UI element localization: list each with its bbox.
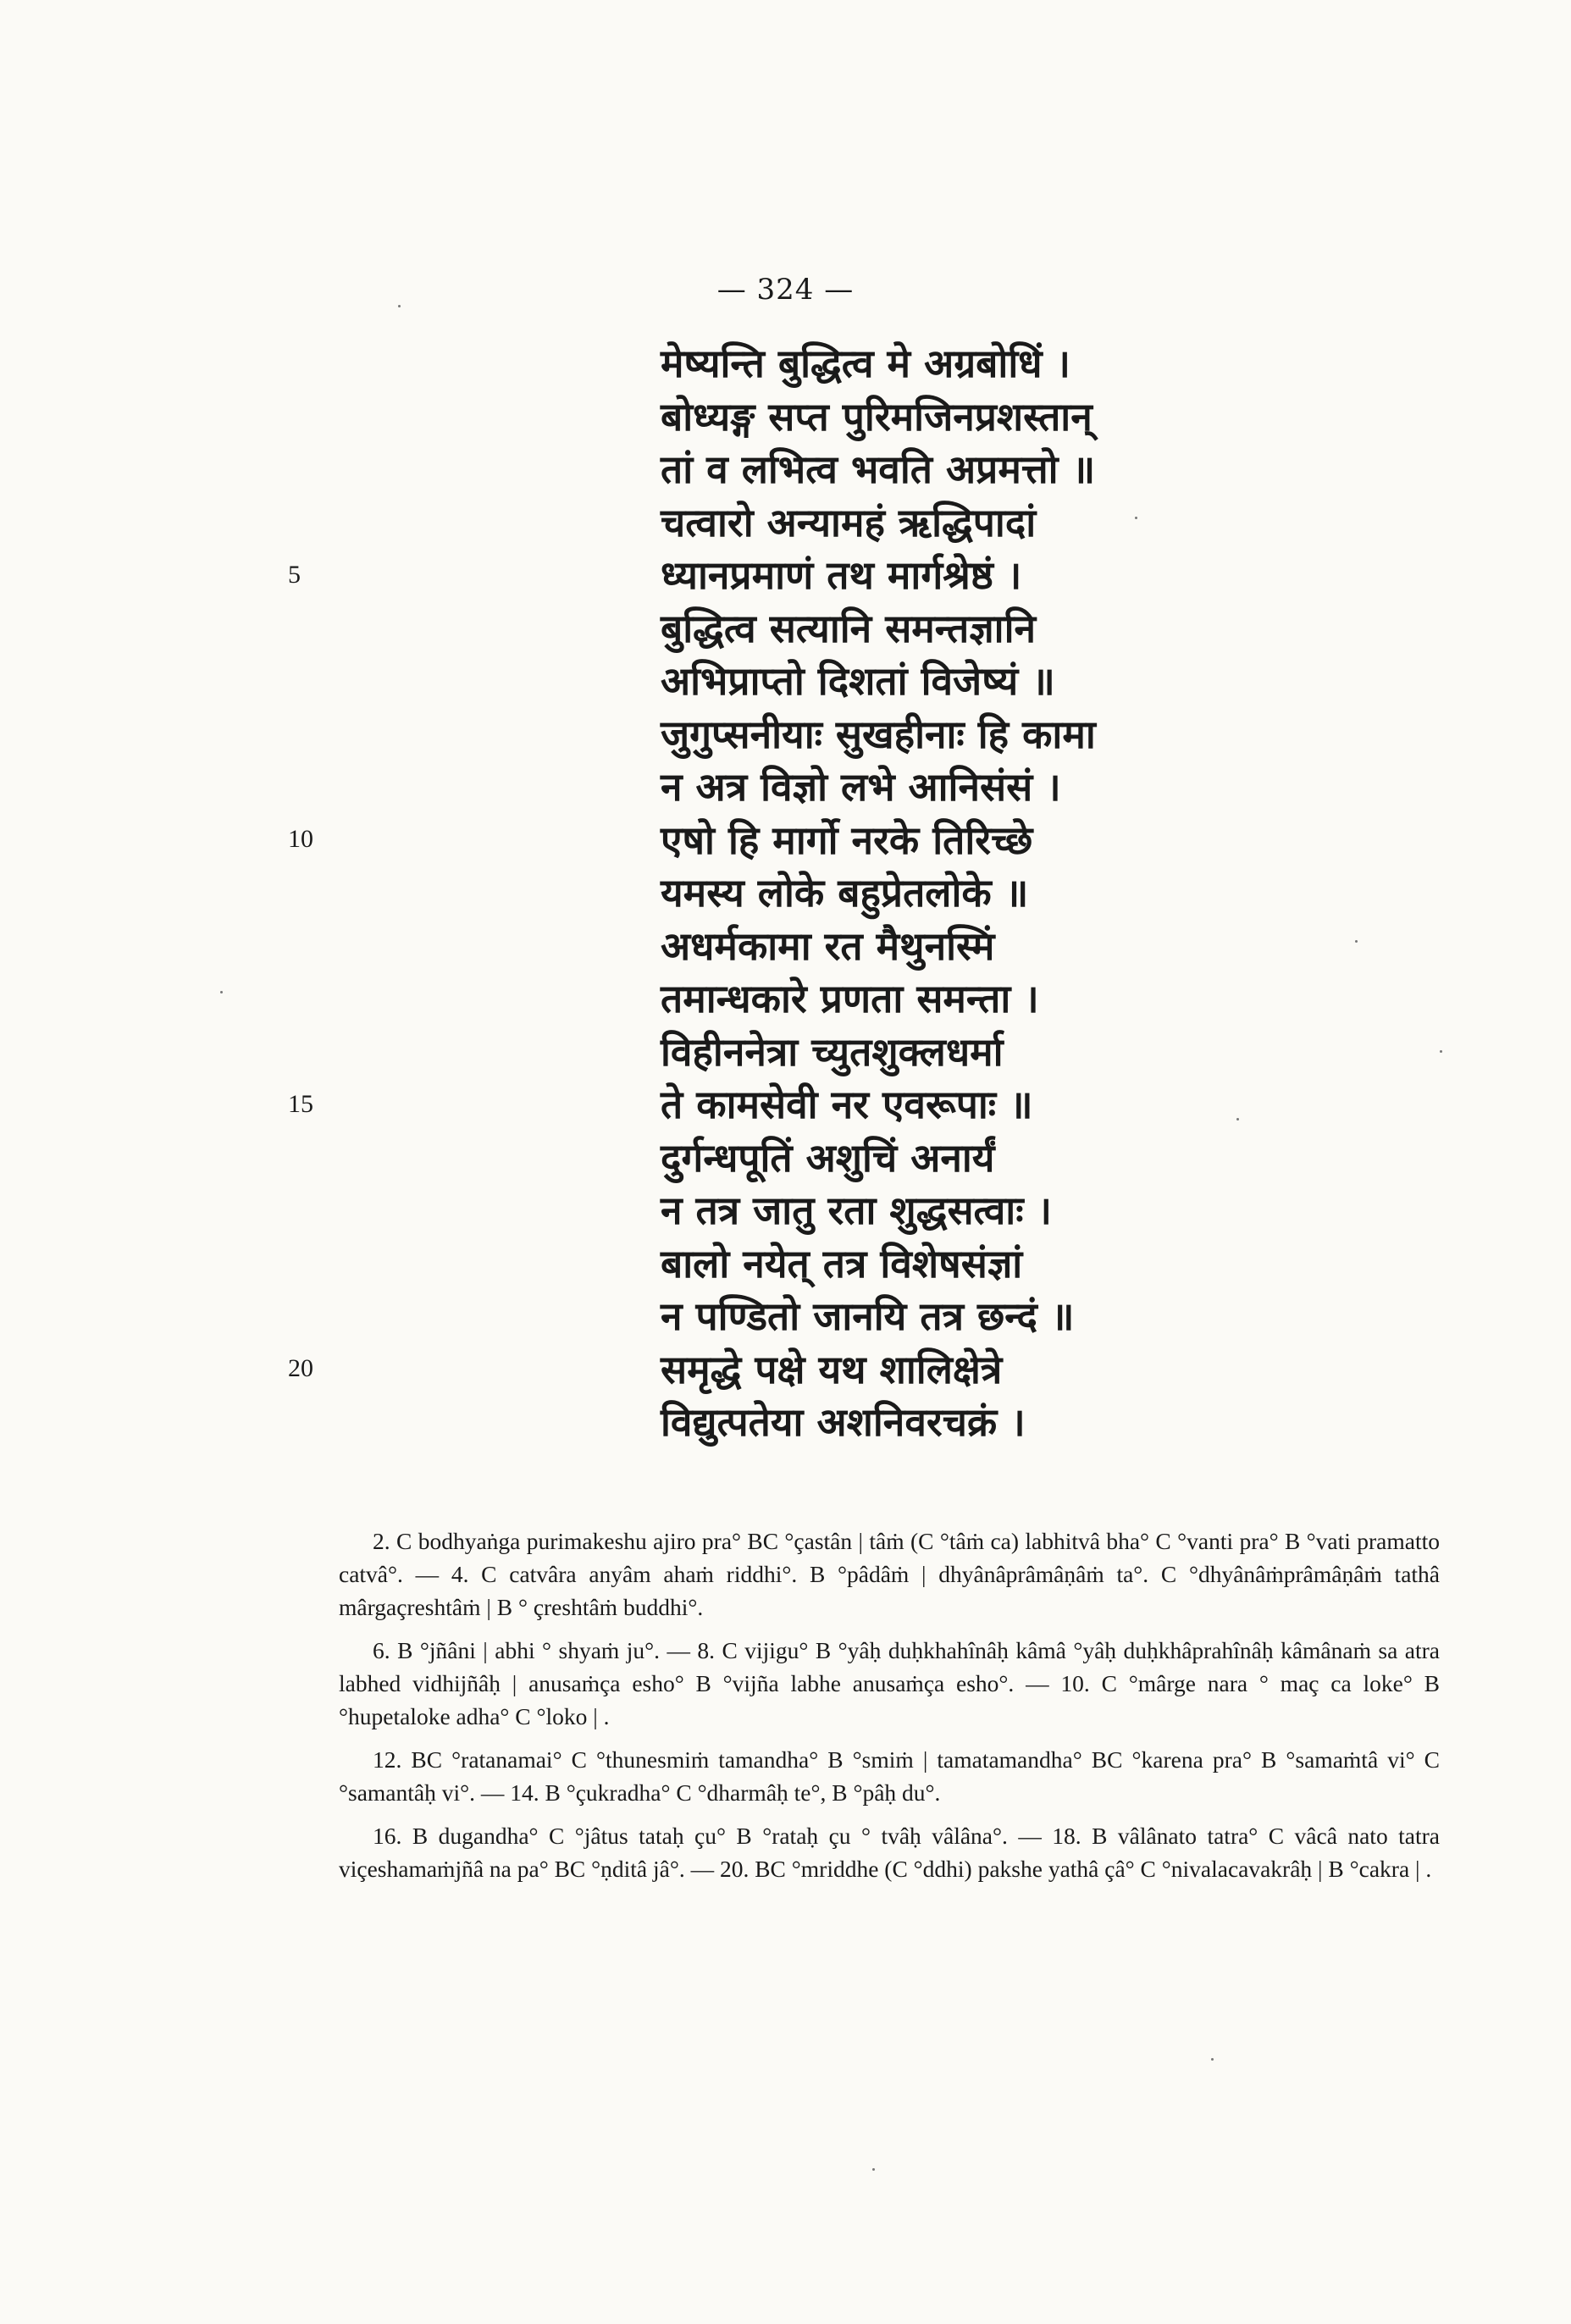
verse-line: दुर्गन्धपूतिं अशुचिं अनार्यं [661, 1134, 995, 1181]
verse-line: यमस्य लोके बहुप्रेतलोके ॥ [661, 870, 1029, 916]
verse-line: विद्युत्पतेया अशनिवरचक्रं । [661, 1399, 1026, 1445]
line-number-5: 5 [288, 561, 301, 589]
verse-line: एषो हि मार्गो नरके तिरिच्छे [661, 816, 1033, 863]
verse-line: न अत्र विज्ञो लभे आनिसंसं । [661, 764, 1061, 810]
scan-speck [398, 305, 401, 307]
verse-line: बुद्धित्व सत्यानि समन्तज्ञानि [661, 605, 1037, 651]
verse-line: तमान्धकारे प्रणता समन्ता । [661, 976, 1039, 1021]
verse-line: न पण्डितो जानयि तत्र छन्दं ॥ [661, 1293, 1075, 1339]
verse-line: मेष्यन्ति बुद्धित्व मे अग्रबोधिं । [661, 340, 1070, 386]
line-number-20: 20 [288, 1354, 313, 1382]
scan-speck [1211, 2058, 1214, 2061]
sanskrit-verses [661, 337, 1096, 1449]
line-number-10: 10 [288, 825, 313, 853]
verse-line: जुगुप्सनीयाः सुखहीनाः हि कामा [661, 711, 1096, 757]
verse-line: चत्वारो अन्यामहं ऋद्धिपादां [661, 499, 1037, 545]
verse-line: ध्यानप्रमाणं तथ मार्गश्रेष्ठं । [661, 552, 1022, 598]
scan-speck [1355, 940, 1358, 943]
variant-note: 6. B °jñâni | abhi ° shyaṁ ju°. — 8. C vijigu° B °yâḥ duḥkhahînâḥ kâmâ °yâḥ duḥkhâprahînâḥ kâmânaṁ sa atra labhed vidhijñâḥ | anusaṁça esho° B °vijña labhe anusaṁça esho°. — 10. C °mârge nara ° maç ca loke° B °hupetaloke adha° C °loko | . [339, 1637, 1440, 1729]
verse-line: ते कामसेवी नर एवरूपाः ॥ [661, 1082, 1033, 1127]
variant-note: 2. C bodhyaṅga purimakeshu ajiro pra° BC °çastân | tâṁ (C °tâṁ ca) labhitvâ bha° C °vanti pra° B °vati pramatto catvâ°. — 4. C catvâra anyâm ahaṁ riddhi°. B °pâdâṁ | dhyânâprâmâṇâṁ ta°. C °dhyânâṁprâmâṇâṁ tathâ mârgaçreshtâṁ | B ° çreshtâṁ buddhi°. [339, 1528, 1440, 1620]
verse-line: विहीननेत्रा च्युतशुक्लधर्मा [661, 1028, 1004, 1075]
verse-line: तां व लभित्व भवति अप्रमत्तो ॥ [661, 446, 1096, 492]
verse-line: बोध्यङ्ग सप्त पुरिमजिनप्रशस्तान् [661, 393, 1093, 440]
variant-note: 12. BC °ratanamai° C °thunesmiṁ tamandha° B °smiṁ | tamatamandha° BC °karena pra° B °samaṁtâ vi° C °samantâḥ vi°. — 14. B °çukradha° C °dharmâḥ te°, B °pâḥ du°. [339, 1746, 1440, 1806]
line-number-15: 15 [288, 1090, 313, 1118]
verse-line: अधर्मकामा रत मैथुनस्मिं [661, 922, 995, 969]
scan-speck [1440, 1050, 1442, 1053]
scan-speck [1236, 1118, 1239, 1120]
verse-line: अभिप्राप्तो दिशतां विजेष्यं ॥ [661, 658, 1055, 704]
critical-apparatus [339, 1524, 1440, 1895]
page-number: — 324 — [716, 273, 855, 307]
scan-speck [872, 2168, 875, 2171]
scan-speck [1135, 517, 1137, 519]
verse-line: समृद्धे पक्षे यथ शालिक्षेत्रे [661, 1346, 1003, 1392]
verse-line: न तत्र जातु रता शुद्धसत्वाः । [661, 1187, 1052, 1233]
verse-line: बालो नयेत् तत्र विशेषसंज्ञां [661, 1240, 1023, 1286]
scan-speck [220, 991, 223, 993]
variant-note: 16. B dugandha° C °jâtus tataḥ çu° B °rataḥ çu ° tvâḥ vâlâna°. — 18. B vâlânato tatra° C vâcâ nato tatra viçeshamaṁjñâ na pa° BC °ṇditâ jâ°. — 20. BC °mriddhe (C °ddhi) pakshe yathâ çâ° C °nivalacavakrâḥ | B °cakra | . [339, 1823, 1440, 1882]
